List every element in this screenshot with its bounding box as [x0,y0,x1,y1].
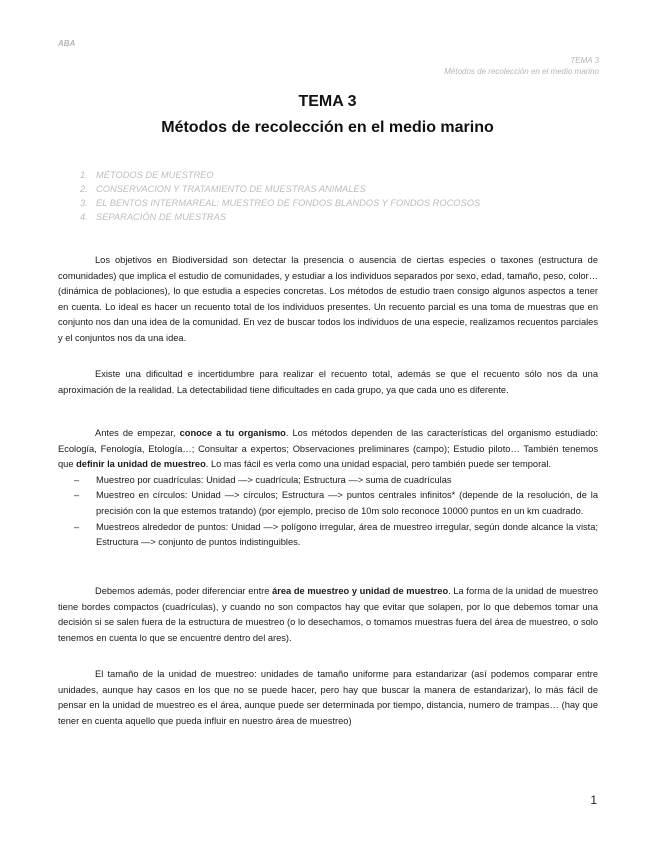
toc-item-label: CONSERVACION Y TRATAMIENTO DE MUESTRAS ANIMALES [96,184,366,194]
sampling-methods-list [58,473,598,551]
running-header [444,55,599,77]
list-item [58,488,598,519]
body-text-block-3 [58,426,598,551]
paragraph-unit-size: El tamaño de la unidad de muestreo: unidades de tamaño uniforme para estandarizar (así podemos comparar entre unidades, aunque hay casos en los que no se puede hacer, pero hay que buscar la manera de estandarizar), lo más fácil de pensar en la unidad de muestreo es el área, aunque puede ser determinada por tiempo, distancia, numero de trampas… (hay que tener en cuenta aquello que pueda influir en nuestro área de muestreo) [58,669,598,726]
toc-item-number: 4. [80,212,88,222]
bullet-dash: – [74,474,80,485]
text-run: Debemos además, poder diferenciar entre [95,586,273,596]
text-run: . Lo mas fácil es verla como una unidad espacial, pero también puede ser temporal. [205,459,551,470]
table-of-contents [80,168,480,224]
bullet-dash: – [74,490,80,501]
bold-text-run: área de muestreo y unidad de muestreo [272,586,449,596]
list-item-text: Muestreos alrededor de puntos: Unidad —> polígono irregular, área de muestreo irregular, según donde alcance la vista; Estructura —> conjunto de puntos indistinguibles. [96,521,598,548]
text-run: Antes de empezar, [95,428,180,438]
document-title: TEMA 3 [298,93,357,110]
toc-item [80,182,480,196]
body-text-block-5 [58,667,598,729]
text-run: . Los métodos dependen de las características del organismo estudiado: Ecología, Fenología, Etología…; Consultar a expertos; Observaciones preliminares (campo); Estudio piloto… También tenemos que [58,428,598,470]
text-run: . La forma de la unidad de muestreo tiene bordes compactos (cuadrículas), y cuando no son compactos hay que evitar que solapen, por lo que debemos tomar una decisión si se salen fuera de la estructura de muestreo (o lo desechamos, o tomamos muestras fuera del área de muestreo, o solo tenemos en cuenta lo que se encuentre dentro del ares). [58,586,598,643]
paragraph-objectives: Los objetivos en Biodiversidad son detectar la presencia o ausencia de ciertas especies o taxones (estructura de comunidades) que implica el estudio de comunidades, y estudiar a los individuos separados por sexo, edad, tamaño, peso, color… (dinámica de poblaciones), lo que estudia a especies concretas. Los métodos de estudio traen consigo algunos aspectos a tener en cuenta. Lo ideal es hacer un recuento total de los individuos presentes. Un recuento parcial es una toma de muestras que en conjunto nos dan una idea de la comunidad. En vez de buscar todos los individuos de una especie, realizamos recuentos parciales y el conjuntos nos da una idea. [58,255,598,343]
list-item-text: Muestreo en círculos: Unidad —> círculos; Estructura —> puntos centrales infinitos* (depende de la resolución, de la precisión con la que estemos tratando) (por ejemplo, preciso de 10m solo reconoce 10000 puntos en un km cuadrado. [96,490,598,516]
list-item-text: Muestreo por cuadrículas: Unidad —> cuadrícula; Estructura —> suma de cuadrículas [96,474,452,485]
toc-item-number: 2. [80,184,88,194]
list-item [58,473,598,489]
body-text-block-1 [58,253,598,347]
paragraph-area-vs-unit [58,584,598,646]
toc-item [80,168,480,182]
running-header-topic: TEMA 3 [570,56,599,65]
body-text-block-4 [58,584,598,646]
list-item [58,520,598,551]
toc-item-label: EL BENTOS INTERMAREAL: MUESTREO DE FONDOS BLANDOS Y FONDOS ROCOSOS [96,198,481,208]
running-header-title: Métodos de recolección en el medio marino [444,67,599,76]
toc-item-label: SEPARACIÓN DE MUESTRAS [96,212,227,222]
body-text-block-2 [58,367,598,398]
toc-item [80,210,480,224]
toc-item-label: MÉTODOS DE MUESTREO [96,170,214,180]
toc-item-number: 1. [80,170,88,180]
bold-text-run: definir la unidad de muestreo [76,459,206,470]
page-number: 1 [590,793,597,807]
paragraph-difficulty: Existe una dificultad e incertidumbre para realizar el recuento total, además se que el recuento sólo nos da una aproximación de la realidad. La detectabilidad tiene dificultades en cada grupo, ya que cada uno es diferente. [58,369,598,395]
toc-item [80,196,480,210]
paragraph-know-organism [58,426,598,473]
document-subtitle: Métodos de recolección en el medio marino [161,119,494,136]
header-left-label: ABA [58,39,76,48]
bold-text-run: conoce a tu organismo [179,428,286,438]
toc-item-number: 3. [80,198,88,208]
bullet-dash: – [74,521,80,532]
